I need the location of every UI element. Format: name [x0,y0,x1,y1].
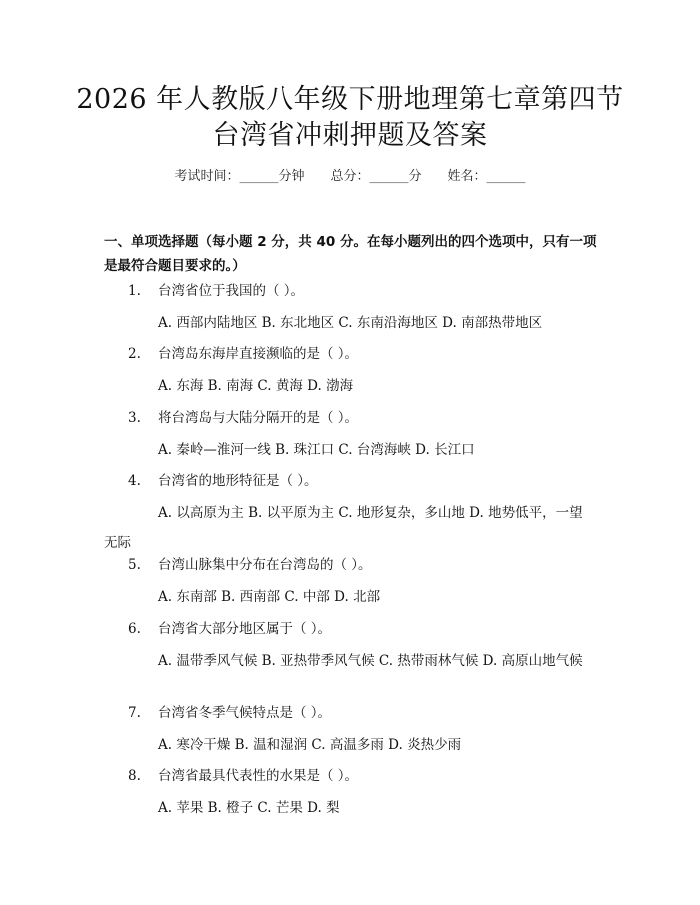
student-name-field: 姓名：______ [447,169,526,184]
exam-info-line [0,168,700,186]
question-options: A. 东海 B. 南海 C. 黄海 D. 渤海 [158,378,354,394]
question-text: 台湾省位于我国的（ ）。 [158,283,305,299]
question-text: 台湾省冬季气候特点是（ ）。 [158,705,332,721]
question-number: 1. [128,283,141,299]
question-number: 6. [128,621,141,637]
question-stem [128,767,608,785]
question-stem [128,472,608,490]
question-text: 台湾岛东海岸直接濒临的是（ ）。 [158,346,359,362]
question-text: 台湾省的地形特征是（ ）。 [158,473,318,489]
question-number: 2. [128,346,141,362]
exam-time-field: 考试时间：______分钟 [174,169,305,184]
question-text: 台湾省大部分地区属于（ ）。 [158,621,332,637]
question-options: A. 苹果 B. 橙子 C. 芒果 D. 梨 [158,800,340,816]
question-options: A. 以高原为主 B. 以平原为主 C. 地形复杂，多山地 D. 地势低平，一望无际 [104,505,583,551]
page-title-line1: 2026 年人教版八年级下册地理第七章第四节 [76,84,624,115]
question-text: 台湾山脉集中分布在台湾岛的（ ）。 [158,557,372,573]
section-heading: 一、单项选择题（每小题 2 分，共 40 分。在每小题列出的四个选项中，只有一项是最符合题目要求的。） [104,234,597,274]
question-stem [128,620,608,638]
question-stem [128,704,608,722]
question-number: 5. [128,557,141,573]
question-stem [128,345,608,363]
question-options: A. 寒冷干燥 B. 温和湿润 C. 高温多雨 D. 炎热少雨 [158,737,462,753]
question-options: A. 西部内陆地区 B. 东北地区 C. 东南沿海地区 D. 南部热带地区 [158,315,543,331]
page-title-line2: 台湾省冲刺押题及答案 [212,120,488,151]
question-number: 4. [128,473,141,489]
question-stem [128,409,608,427]
question-stem [128,282,608,300]
question-options: A. 秦岭—淮河一线 B. 珠江口 C. 台湾海峡 D. 长江口 [158,442,475,458]
question-number: 3. [128,410,141,426]
total-score-field: 总分：______分 [330,169,422,184]
question-text: 台湾省最具代表性的水果是（ ）。 [158,768,359,784]
question-stem [128,556,608,574]
question-number: 8. [128,768,141,784]
question-options: A. 温带季风气候 B. 亚热带季风气候 C. 热带雨林气候 D. 高原山地气候 [158,653,583,669]
question-text: 将台湾岛与大陆分隔开的是（ ）。 [158,410,359,426]
question-number: 7. [128,705,141,721]
question-options: A. 东南部 B. 西南部 C. 中部 D. 北部 [158,589,381,605]
